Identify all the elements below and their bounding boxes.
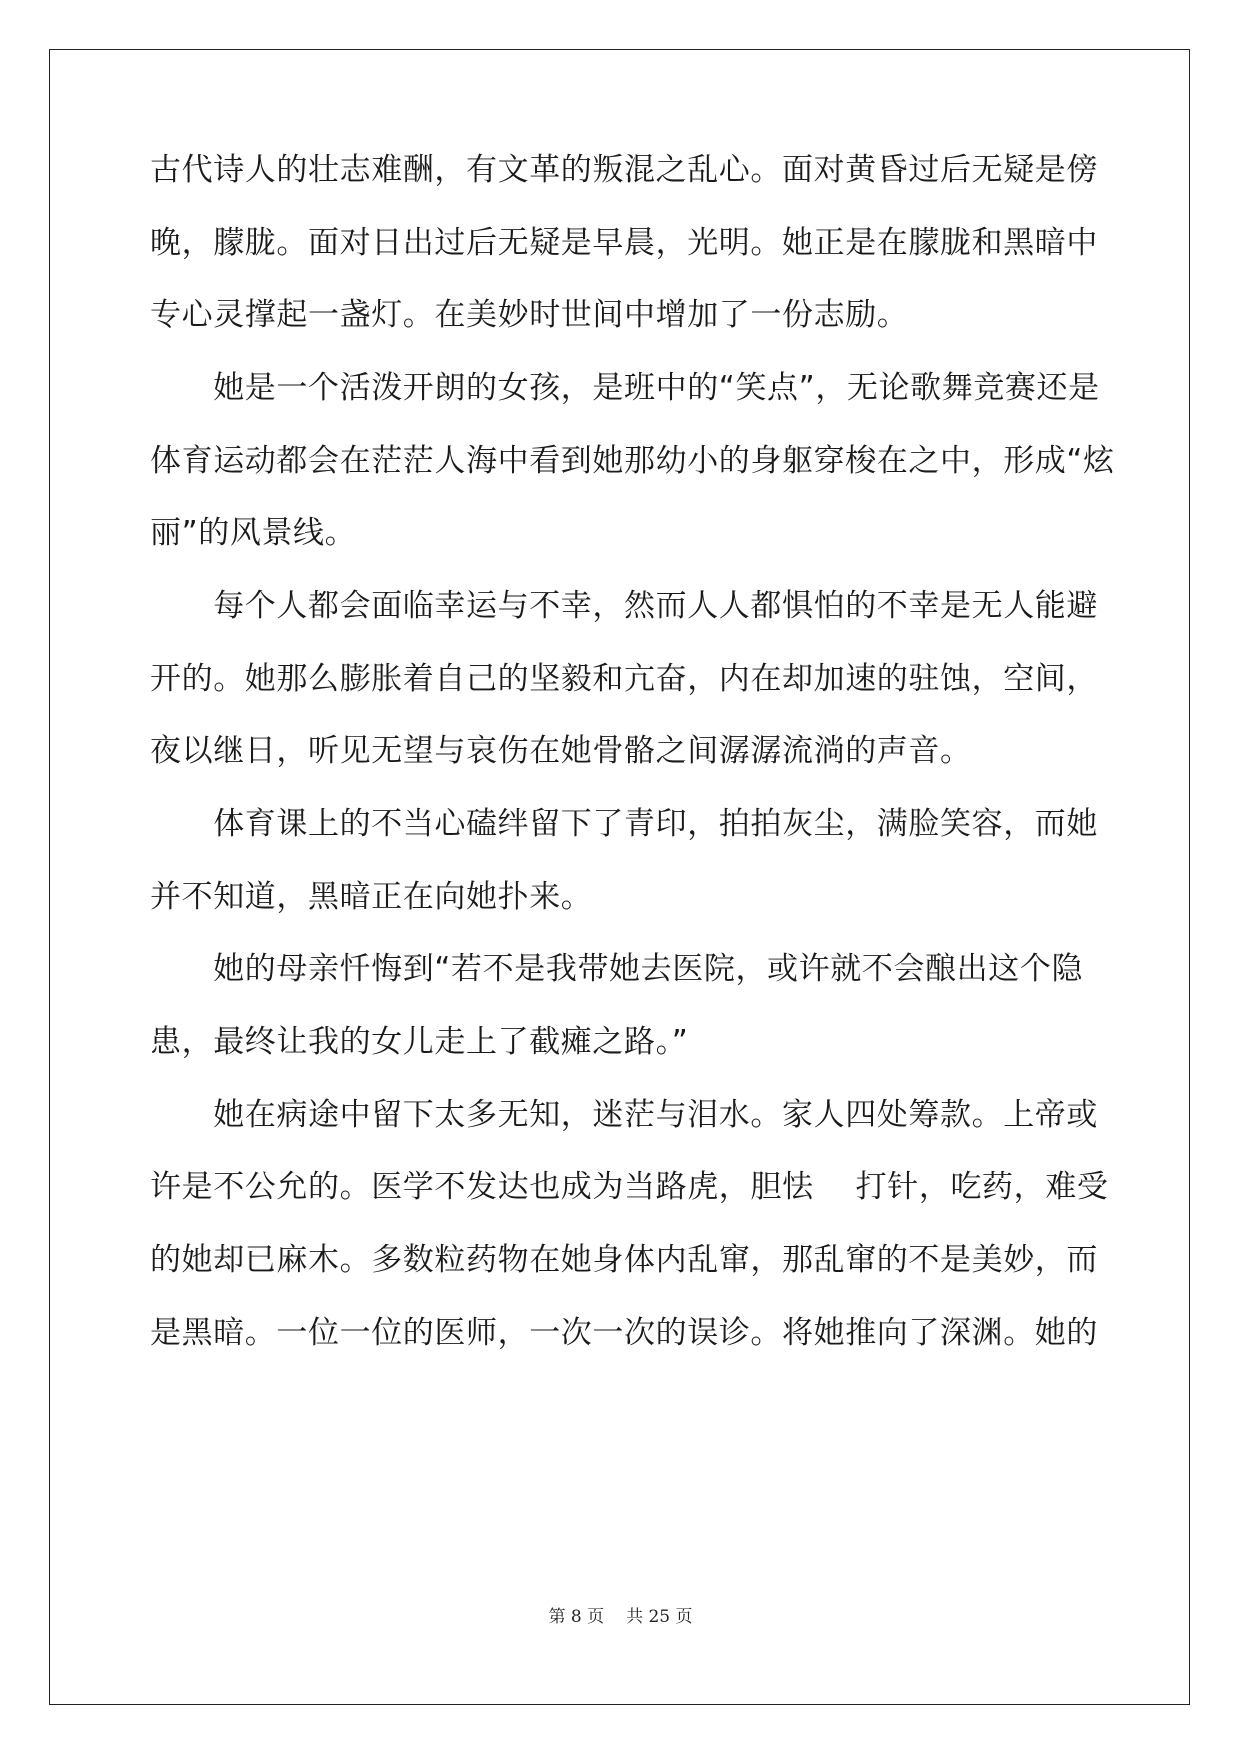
text-line: 她是一个活泼开朗的女孩，是班中的“笑点”，无论歌舞竞赛还是 bbox=[150, 370, 1100, 406]
text-line: 专心灵撑起一盏灯。在美妙时世间中增加了一份志励。 bbox=[150, 297, 909, 333]
total-pages: 共 25 页 bbox=[626, 1607, 693, 1627]
text-line: 患，最终让我的女儿走上了截瘫之路。” bbox=[150, 1024, 689, 1060]
text-line: 晚，朦胧。面对日出过后无疑是早晨，光明。她正是在朦胧和黑暗中 bbox=[150, 225, 1098, 261]
text-line: 体育课上的不当心磕绊留下了青印，拍拍灰尘，满脸笑容，而她 bbox=[150, 806, 1098, 842]
page-number: 第 8 页 bbox=[548, 1607, 605, 1627]
text-line: 她在病途中留下太多无知，迷茫与泪水。家人四处筹款。上帝或 bbox=[150, 1097, 1098, 1133]
text-line: 每个人都会面临幸运与不幸，然而人人都惧怕的不幸是无人能避 bbox=[150, 588, 1098, 624]
text-line: 丽”的风景线。 bbox=[150, 515, 357, 551]
text-line: 的她却已麻木。多数粒药物在她身体内乱窜，那乱窜的不是美妙，而 bbox=[150, 1242, 1098, 1278]
text-line: 体育运动都会在茫茫人海中看到她那幼小的身躯穿梭在之中，形成“炫 bbox=[150, 443, 1115, 479]
text-line: 是黑暗。一位一位的医师，一次一次的误诊。将她推向了深渊。她的 bbox=[150, 1315, 1098, 1351]
text-line: 夜以继日，听见无望与哀伤在她骨骼之间潺潺流淌的声音。 bbox=[150, 733, 972, 769]
text-line: 并不知道，黑暗正在向她扑来。 bbox=[150, 879, 593, 915]
document-body bbox=[150, 150, 1115, 1353]
text-line: 她的母亲忏悔到“若不是我带她去医院，或许就不会酿出这个隐 bbox=[150, 951, 1084, 987]
text-line: 开的。她那么膨胀着自己的坚毅和亢奋，内在却加速的驻蚀，空间， bbox=[150, 661, 1098, 697]
text-line: 许是不公允的。医学不发达也成为当路虎，胆怯 打针，吃药，难受 bbox=[150, 1169, 1109, 1205]
text-line: 古代诗人的壮志难酬，有文革的叛混之乱心。面对黄昏过后无疑是傍 bbox=[150, 152, 1098, 188]
page-footer bbox=[0, 1602, 1241, 1627]
